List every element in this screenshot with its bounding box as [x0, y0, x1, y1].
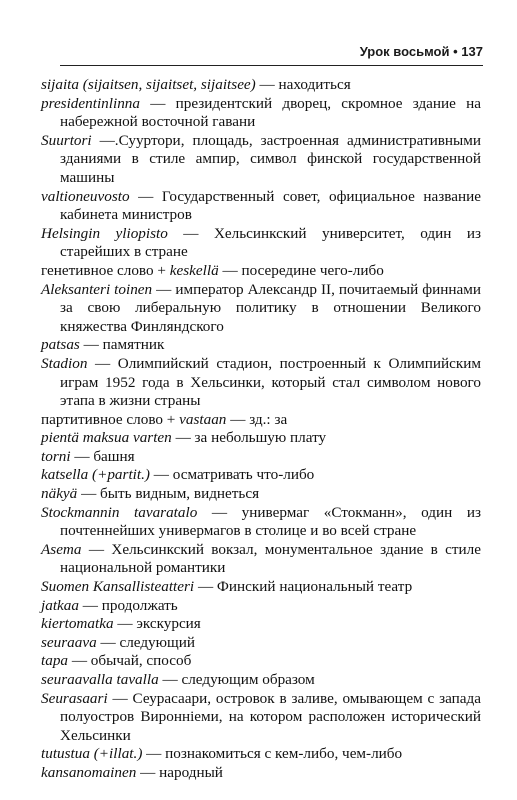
entry-definition: — быть видным, виднеться: [77, 485, 260, 503]
glossary-entry: [41, 262, 481, 281]
glossary-entry: [41, 745, 481, 764]
glossary-entry: [41, 671, 481, 690]
glossary-entry: [41, 597, 481, 616]
glossary-entry: [41, 76, 481, 95]
entry-term: patsas: [41, 336, 80, 354]
header-rule: [60, 65, 483, 66]
entry-term: jatkaa: [41, 596, 79, 614]
entry-definition: — Олимпийский стадион, построенный к Олимпийским играм 1952 года в Хельсинки, который стал символом нового этапа в жизни страны: [60, 354, 481, 410]
glossary-entry: [41, 615, 481, 634]
entry-term: valtioneuvosto: [41, 187, 130, 205]
entry-term: kiertomatka: [41, 615, 114, 633]
entry-definition: — башня: [70, 447, 135, 465]
entry-definition: — посередине чего-либо: [218, 261, 384, 279]
entry-definition: — президентский дворец, скромное здание на набережной восточной гавани: [60, 94, 481, 131]
entry-term: tapa: [41, 652, 69, 670]
entry-term: näkyä: [41, 485, 78, 503]
entry-term: sijaita (sijaitsen, sijaitset, sijaitsee): [41, 76, 256, 93]
entry-definition: — следующим образом: [158, 671, 315, 688]
entry-term: seuraava: [41, 633, 97, 651]
glossary-entry: [41, 281, 481, 337]
entry-definition: — обычай, способ: [68, 652, 192, 670]
entry-term: Stockmannin tavaratalo: [41, 503, 198, 521]
entry-prefix: партитивное слово +: [41, 410, 180, 428]
entry-definition: — зд.: за: [226, 410, 288, 428]
glossary-entry: [41, 336, 481, 355]
entry-definition: —.Сууртори, площадь, застроенная административными зданиями в стиле ампир, символ финской государственной машины: [60, 131, 481, 186]
entry-term: Asema: [41, 540, 82, 558]
glossary-entry: [41, 188, 481, 225]
entry-term: tutustua (+illat.): [41, 745, 143, 763]
entry-term: Helsingin yliopisto: [41, 224, 168, 242]
entry-term: katsella (+partit.): [41, 466, 150, 484]
glossary-entry: [41, 764, 481, 783]
glossary-entry: [41, 411, 481, 430]
entry-definition: — осматривать что-либо: [149, 466, 315, 484]
entry-definition: — познакомиться с кем-либо, чем-либо: [142, 745, 403, 763]
entry-term: seuraavalla tavalla: [41, 671, 159, 688]
entry-term: Suurtori: [41, 131, 92, 149]
glossary-entry: [41, 541, 481, 578]
entry-term: Aleksanteri toinen: [41, 280, 153, 298]
entry-definition: — за небольшую плату: [171, 429, 327, 447]
entry-definition: — памятник: [79, 336, 165, 354]
entry-term: Suomen Kansallisteatteri: [41, 578, 195, 596]
entry-definition: — Хельсинкский университет, один из старейших в стране: [60, 224, 482, 261]
glossary-entry: [41, 132, 481, 188]
glossary-entry: [41, 448, 481, 467]
glossary-entry: [41, 690, 481, 746]
glossary-entry: [41, 225, 481, 262]
entry-definition: — находиться: [255, 76, 351, 93]
entry-definition: — экскурсия: [113, 615, 201, 633]
entry-definition: — император Александр II, почитаемый финнами за свою либеральную политику в отношении Великого княжества Финляндского: [60, 280, 481, 335]
entry-term: torni: [41, 447, 71, 465]
entry-definition: — продолжать: [78, 596, 178, 614]
entry-term: Stadion: [41, 354, 88, 372]
glossary-entry: [41, 95, 481, 132]
entry-term: Seurasaari: [41, 689, 108, 707]
page-number: 137: [461, 44, 483, 59]
section-title: Урок восьмой: [359, 44, 450, 59]
entry-definition: — универмаг «Стокманн», один из почтеннейших универмагов в столице и во всей стране: [60, 503, 481, 540]
glossary-entry: [41, 429, 481, 448]
glossary-entry: [41, 355, 481, 411]
header-bullet: •: [453, 44, 458, 59]
entry-definition: — Государственный совет, официальное название кабинета министров: [60, 187, 481, 224]
entry-definition: — Хельсинкский вокзал, монументальное здание в стиле национальной романтики: [60, 540, 481, 577]
entry-term: keskellä: [169, 261, 219, 279]
entry-definition: — народный: [136, 763, 223, 781]
entry-term: vastaan: [179, 410, 227, 428]
entry-term: pientä maksua varten: [41, 429, 172, 447]
entry-definition: — Сеурасаари, островок в заливе, омывающем с запада полуостров Вироннiеми, на котором расположен исторический Хельсинки: [60, 689, 481, 744]
glossary-entry: [41, 466, 481, 485]
entry-definition: — следующий: [96, 633, 195, 651]
glossary-entry: [41, 578, 481, 597]
entry-term: kansanomainen: [41, 763, 137, 781]
glossary-entry: [41, 652, 481, 671]
glossary-entry: [41, 504, 481, 541]
glossary-entry: [41, 485, 481, 504]
entry-prefix: генетивное слово +: [41, 261, 170, 279]
glossary-entry: [41, 634, 481, 653]
entry-term: presidentinlinna: [41, 94, 140, 112]
entry-definition: — Финский национальный театр: [194, 578, 413, 596]
running-header: [60, 44, 483, 59]
glossary-list: [41, 76, 481, 783]
